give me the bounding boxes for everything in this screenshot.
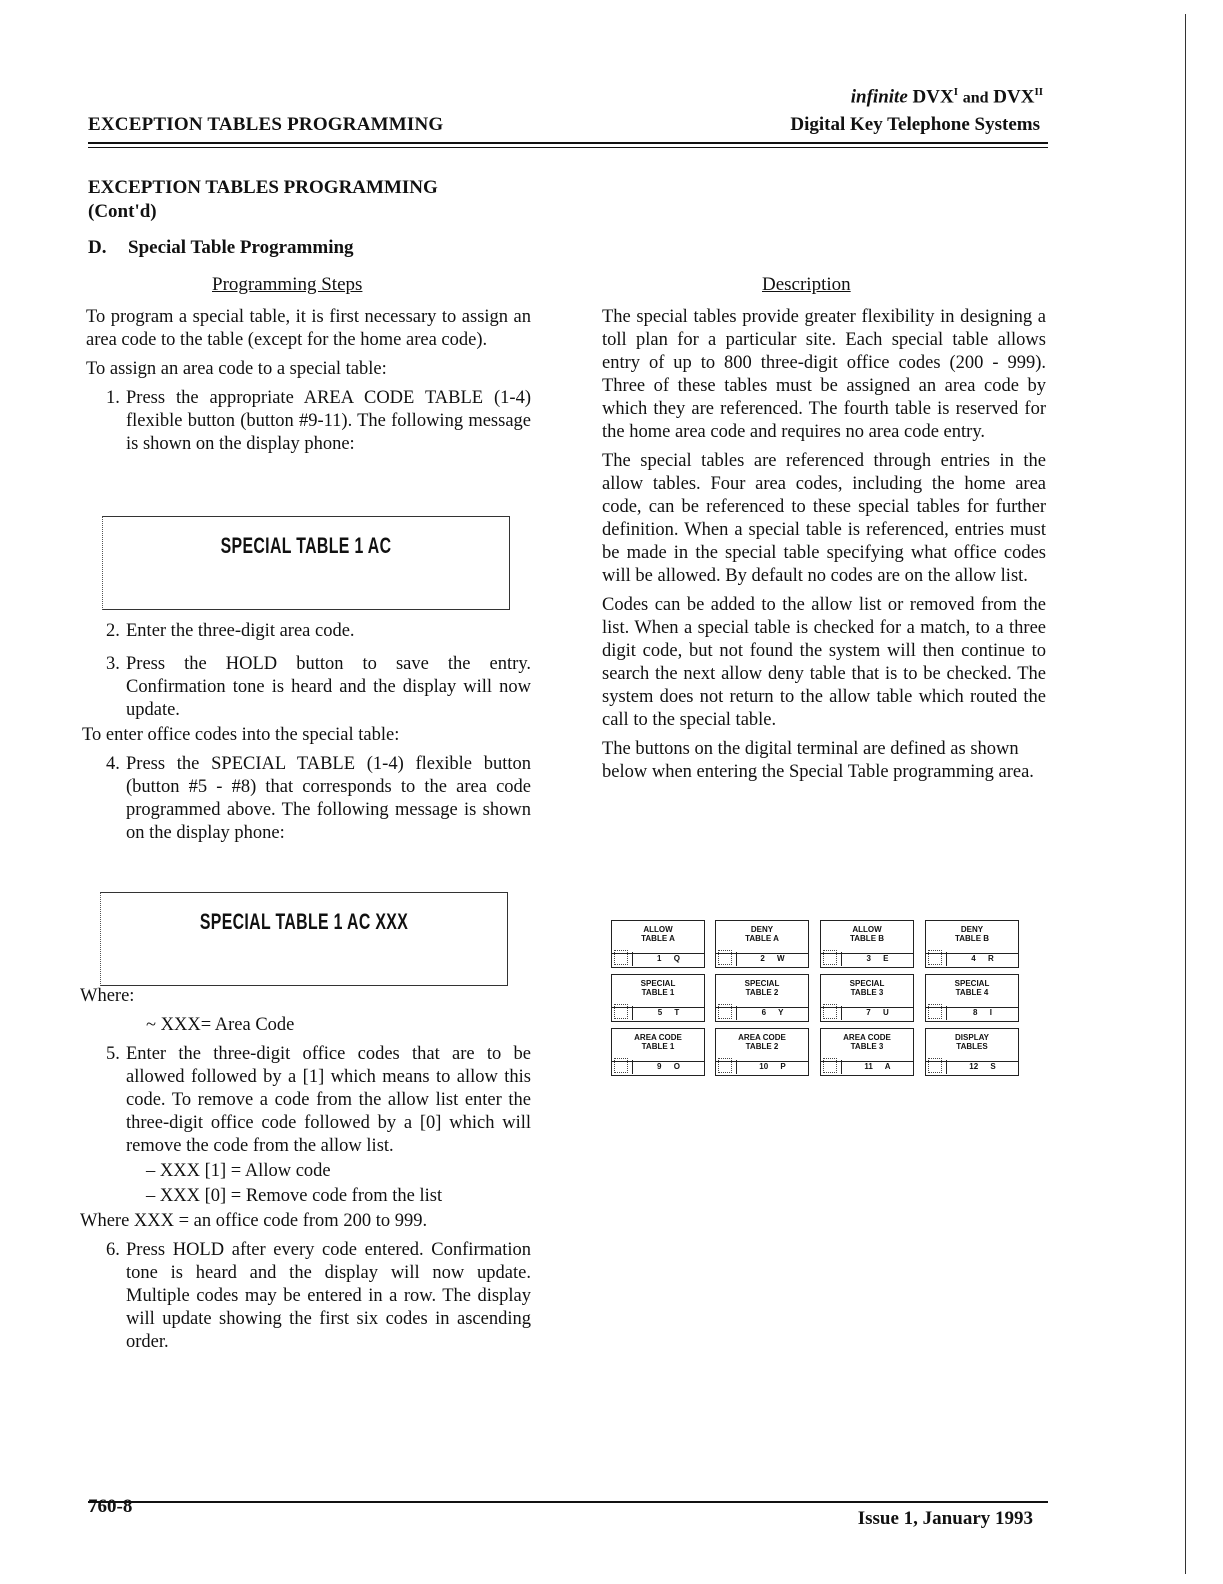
page-number: 760-8 [88,1496,133,1517]
key-button [820,920,914,968]
key-led [718,950,732,965]
step-4: 4. Press the SPECIAL TABLE (1-4) flexible button (button #5 - #8) that corresponds to the area code programmed above. The following message is shown on the display phone: [106,754,531,843]
key-button [611,974,705,1022]
key-led [928,950,942,965]
description-paragraph-4: The buttons on the digital terminal are defined as shown below when entering the Special Table programming area. [602,739,1034,782]
key-label: SPECIAL TABLE 4 [926,975,1018,1008]
step-6: 6. Press HOLD after every code entered. Confirmation tone is heard and the display will now update. Multiple codes may be entered in a row. The display will update showing the first six codes in ascending order. [106,1240,531,1352]
key-label: ALLOW TABLE A [612,921,704,954]
key-button [925,1028,1019,1076]
programming-steps-heading: Programming Steps [212,274,363,295]
key-number: 7 U [841,1006,913,1020]
header-section-title: EXCEPTION TABLES PROGRAMMING [88,114,444,135]
key-label: ALLOW TABLE B [821,921,913,954]
header-product-line: Digital Key Telephone Systems [790,114,1040,135]
step-5: 5. Enter the three-digit office codes that are to be allowed followed by a [1] which means to allow this code. To remove a code from the allow list enter the three-digit office code followed by a [0] which will remove the code from the allow list. [106,1044,531,1156]
remove-code-item: – XXX [0] = Remove code from the list [146,1186,443,1206]
description-paragraph-3: Codes can be added to the allow list or removed from the list. When a special table is checked for a match, to a three digit code, but not found the system will then continue to search the next allow deny table that is to be checked. The system does not return to the allow table which routed the call to the special table. [602,595,1046,730]
key-label: SPECIAL TABLE 1 [612,975,704,1008]
key-led [823,1004,837,1019]
header-product: infinite $DVX^I$ and $DVX^{II}$ [850,86,1043,108]
key-label: SPECIAL TABLE 3 [821,975,913,1008]
key-number: 1 Q [632,952,704,966]
description-paragraph-2: The special tables are referenced through entries in the allow tables. Four area codes, including the home area code, can be referenced to these special tables for further definition. When a special table is referenced, entries must be made in the special table specifying what office codes will be allowed. By default no codes are on the allow list. [602,451,1046,586]
step-2: 2. Enter the three-digit area code. [106,621,355,641]
key-led [823,1058,837,1073]
display-special-table-ac-xxx: SPECIAL TABLE 1 AC XXX [100,892,508,986]
key-number: 3 E [841,952,913,966]
key-label: AREA CODE TABLE 3 [821,1029,913,1062]
key-button [611,1028,705,1076]
key-number: 10 P [736,1060,808,1074]
key-label: AREA CODE TABLE 1 [612,1029,704,1062]
key-number: 9 O [632,1060,704,1074]
where-xxx: Where XXX = an office code from 200 to 999. [80,1211,428,1231]
key-button [715,920,809,968]
key-number: 12 S [946,1060,1018,1074]
key-number: 8 I [946,1006,1018,1020]
key-label: DENY TABLE A [716,921,808,954]
key-button [611,920,705,968]
section-title: EXCEPTION TABLES PROGRAMMING (Cont'd) [88,177,438,222]
where-item: ~ XXX= Area Code [146,1015,295,1035]
key-led [718,1004,732,1019]
key-led [614,950,628,965]
key-number: 6 Y [736,1006,808,1020]
key-label: DISPLAY TABLES [926,1029,1018,1062]
assign-label: To assign an area code to a special table: [86,359,387,379]
footer-rule [88,1501,1048,1503]
key-label: DENY TABLE B [926,921,1018,954]
enter-label: To enter office codes into the special table: [82,725,400,745]
programming-steps-column [80,306,531,1364]
key-number: 5 T [632,1006,704,1020]
header-rule-thin [88,147,1048,148]
header-rule [88,142,1048,144]
key-led [823,950,837,965]
key-button [820,974,914,1022]
key-number: 4 R [946,952,1018,966]
key-button [820,1028,914,1076]
key-led [614,1004,628,1019]
key-led [928,1004,942,1019]
step-1: 1. Press the appropriate AREA CODE TABLE (1-4) flexible button (button #9-11). The following message is shown on the display phone: [106,388,531,454]
description-column [602,306,1046,790]
description-heading: Description [762,274,851,295]
where-label: Where: [80,986,135,1006]
key-button [715,974,809,1022]
description-paragraph-1: The special tables provide greater flexibility in designing a toll plan for a particular site. Each special table allows entry of up to 800 three-digit office codes (200 - 999). Three of these tables must be assigned an area code by which they are referenced. The fourth table is reserved for the home area code and requires no area code entry. [602,307,1046,442]
page-edge-line [1185,14,1186,1574]
key-number: 2 W [736,952,808,966]
allow-code-item: – XXX [1] = Allow code [146,1161,331,1181]
issue-date: Issue 1, January 1993 [857,1508,1033,1529]
key-button [715,1028,809,1076]
key-led [614,1058,628,1073]
key-label: SPECIAL TABLE 2 [716,975,808,1008]
step-3: 3. Press the HOLD button to save the entry. Confirmation tone is heard and the display will now update. [106,654,531,720]
key-led [718,1058,732,1073]
subsection-title: D. Special Table Programming [88,237,354,258]
key-button [925,920,1019,968]
key-button [925,974,1019,1022]
key-led [928,1058,942,1073]
key-number: 11 A [841,1060,913,1074]
intro-paragraph: To program a special table, it is first necessary to assign an area code to the table (except for the home area code). [86,307,531,350]
key-label: AREA CODE TABLE 2 [716,1029,808,1062]
display-special-table-ac: SPECIAL TABLE 1 AC [102,516,510,610]
